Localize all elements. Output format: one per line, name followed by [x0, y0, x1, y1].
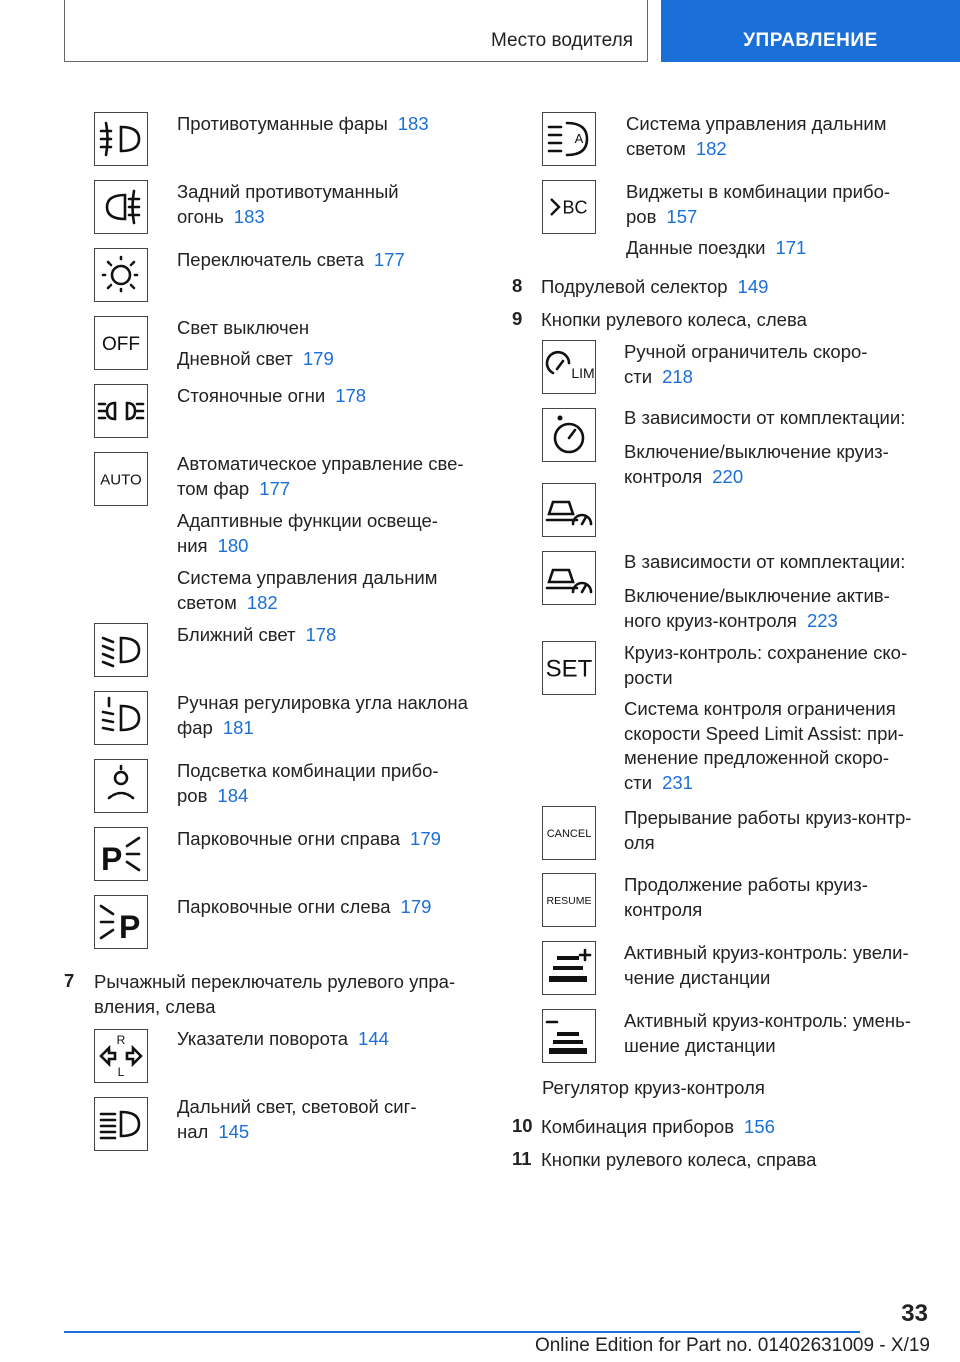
entry-line: Включение/выключение актив- [624, 585, 890, 606]
speed-limiter-icon-label: LIM [571, 365, 595, 381]
page-reference-link[interactable]: 184 [217, 784, 249, 806]
footer-rule [64, 1331, 860, 1333]
entry-line: Автоматическое управление све- [177, 453, 464, 474]
entry-line: Дневной свет [177, 348, 293, 369]
entry-text [624, 873, 929, 922]
parking-light-right-icon [94, 827, 148, 881]
entry-text [177, 248, 482, 273]
page-reference-link[interactable]: 178 [305, 624, 337, 645]
cancel-icon-label: CANCEL [546, 827, 592, 840]
auto-icon [94, 452, 148, 506]
entry-text [624, 806, 929, 855]
entry-line: ния [177, 534, 208, 556]
entry-text [541, 1115, 931, 1140]
parking-light-left-icon-glyph [95, 896, 147, 948]
entry-line: рости [624, 666, 673, 688]
auto-icon-label: AUTO [100, 471, 142, 489]
page-reference-link[interactable]: 183 [397, 113, 429, 134]
cruise-control-icon-glyph [543, 409, 595, 461]
entry-text [626, 112, 926, 161]
entry-line: Круиз-контроль: сохранение ско- [624, 642, 908, 663]
set-icon-label: SET [545, 655, 593, 683]
entry-line: сти [624, 365, 653, 387]
header-chapter: УПРАВЛЕНИЕ [743, 30, 878, 51]
low-beam-icon-glyph [95, 624, 147, 676]
adaptive-cruise-icon-a [542, 483, 596, 537]
adaptive-cruise-icon-a-glyph [543, 484, 595, 536]
entry-line: Комбинация приборов [541, 1116, 735, 1137]
low-beam-icon [94, 623, 148, 677]
entry-text [177, 180, 482, 229]
page-reference-link[interactable]: 181 [222, 716, 254, 738]
entry-line: Прерывание работы круиз-контр- [624, 807, 912, 828]
page-reference-link[interactable]: 171 [775, 237, 807, 258]
entry-text [624, 406, 929, 431]
entry-line: Ручная регулировка угла наклона [177, 692, 468, 713]
entry-text [626, 236, 926, 261]
entry-text [177, 759, 482, 808]
entry-line: менение предложенной скоро- [624, 747, 889, 768]
entry-line: Ближний свет [177, 624, 296, 645]
entry-line: светом [626, 137, 686, 159]
entry-text [541, 308, 931, 333]
cruise-control-icon [542, 408, 596, 462]
entry-line: сти [624, 771, 653, 793]
high-beam-assist-icon-glyph [543, 113, 595, 165]
entry-text [624, 584, 929, 633]
entry-line: Противотуманные фары [177, 113, 388, 134]
entry-line: ров [626, 205, 657, 227]
entry-line: Рычажный переключатель рулевого упра- [94, 971, 456, 992]
cancel-icon-glyph [543, 807, 595, 859]
distance-decrease-icon [542, 1009, 596, 1063]
parking-light-left-icon [94, 895, 148, 949]
entry-line: Активный круиз-контроль: увели- [624, 942, 909, 963]
entry-line: том фар [177, 477, 250, 499]
entry-line: Переключатель света [177, 249, 364, 270]
page-reference-link[interactable]: 179 [410, 828, 441, 849]
entry-text [177, 623, 482, 648]
off-icon [94, 316, 148, 370]
entry-text [624, 641, 929, 690]
set-icon-glyph [543, 642, 595, 694]
page-reference-link[interactable]: 223 [806, 609, 838, 631]
item-number: 10 [512, 1115, 533, 1136]
entry-line: Продолжение работы круиз- [624, 874, 868, 895]
entry-text [177, 452, 482, 501]
svg-text:P: P [119, 909, 141, 945]
entry-line: фар [177, 716, 213, 738]
page-reference-link[interactable]: 182 [246, 591, 278, 613]
entry-text [177, 112, 482, 137]
page-reference-link[interactable]: 156 [744, 1116, 775, 1137]
distance-decrease-icon-glyph [543, 1010, 595, 1062]
resume-icon-label: RESUME [546, 894, 592, 907]
entry-line: Указатели поворота [177, 1028, 349, 1049]
off-icon-label: OFF [102, 333, 140, 355]
entry-line: Система управления дальним [626, 113, 887, 134]
auto-icon-glyph [95, 453, 147, 505]
header-section: Место водителя [491, 30, 633, 51]
item-number: 7 [64, 970, 75, 991]
entry-text [177, 347, 482, 372]
entry-text [177, 1095, 482, 1144]
entry-line: Адаптивные функции освеще- [177, 510, 438, 531]
entry-text [626, 180, 926, 229]
high-beam-assist-icon [542, 112, 596, 166]
instrument-lighting-icon [94, 759, 148, 813]
entry-line: Подрулевой селектор [541, 276, 728, 297]
high-beam-icon [94, 1097, 148, 1151]
footer-edition: Online Edition for Part no. 01402631009 - X/19 [534, 1335, 930, 1356]
entry-line: Активный круиз-контроль: умень- [624, 1010, 911, 1031]
entry-text [542, 1076, 847, 1101]
front-fog-light-icon-glyph [95, 113, 147, 165]
entry-line: Подсветка комбинации прибо- [177, 760, 439, 781]
cancel-icon [542, 806, 596, 860]
page-reference-link[interactable]: 231 [662, 771, 693, 793]
page-reference-link[interactable]: 180 [217, 534, 249, 556]
entry-line: Стояночные огни [177, 385, 326, 406]
off-icon-glyph [95, 317, 147, 369]
parking-light-right-icon-glyph [95, 828, 147, 880]
high-beam-icon-glyph [95, 1098, 147, 1150]
page-reference-link[interactable]: 157 [666, 205, 698, 227]
entry-text [541, 1148, 931, 1173]
page-reference-link[interactable]: 149 [737, 276, 769, 297]
entry-line: светом [177, 591, 237, 613]
turn-signal-icon [94, 1029, 148, 1083]
entry-line: Кнопки рулевого колеса, справа [541, 1149, 817, 1170]
resume-icon [542, 873, 596, 927]
adaptive-cruise-icon-b-glyph [543, 552, 595, 604]
entry-line: оля [624, 831, 655, 853]
speed-limiter-icon [542, 340, 596, 394]
entry-line: шение дистанции [624, 1034, 776, 1056]
page-reference-link[interactable]: 178 [335, 385, 367, 406]
svg-text:L: L [117, 1065, 125, 1079]
entry-text [177, 509, 482, 558]
entry-line: Парковочные огни справа [177, 828, 401, 849]
entry-line: Данные поездки [626, 237, 766, 258]
entry-line: чение дистанции [624, 966, 771, 988]
entry-line: нал [177, 1120, 209, 1142]
entry-text [624, 550, 929, 575]
entry-line: Свет выключен [177, 317, 310, 338]
entry-line: Дальний свет, световой сиг- [177, 1096, 417, 1117]
entry-line: контроля [624, 898, 703, 920]
svg-text:A: A [574, 131, 584, 146]
page-number: 33 [901, 1300, 928, 1327]
page-reference-link[interactable]: 179 [302, 348, 334, 369]
front-fog-light-icon [94, 112, 148, 166]
entry-line: Система управления дальним [177, 567, 438, 588]
entry-text [94, 970, 479, 1019]
entry-line: вления, слева [94, 995, 216, 1017]
rear-fog-light-icon [94, 180, 148, 234]
entry-line: Кнопки рулевого колеса, слева [541, 309, 807, 330]
entry-line: В зависимости от комплектации: [624, 407, 906, 428]
page-reference-link[interactable]: 177 [373, 249, 405, 270]
entry-text [624, 941, 929, 990]
resume-icon-glyph [543, 874, 595, 926]
headlight-range-icon-glyph [95, 692, 147, 744]
svg-text:P: P [101, 841, 123, 877]
headlight-range-icon [94, 691, 148, 745]
entry-line: Парковочные огни слева [177, 896, 391, 917]
set-icon [542, 641, 596, 695]
turn-signal-icon-glyph [95, 1030, 147, 1082]
header-section-box [64, 0, 648, 62]
page-reference-link[interactable]: 220 [712, 465, 744, 487]
parking-lights-icon-glyph [95, 385, 147, 437]
entry-text [624, 440, 929, 489]
entry-line: Включение/выключение круиз- [624, 441, 889, 462]
entry-text [624, 697, 929, 795]
entry-line: ров [177, 784, 208, 806]
entry-line: Виджеты в комбинации прибо- [626, 181, 891, 202]
distance-increase-icon-glyph [543, 942, 595, 994]
entry-line: огонь [177, 205, 224, 227]
bc-icon-label: BC [562, 197, 588, 218]
entry-line: скорости Speed Limit Assist: при- [624, 722, 904, 744]
entry-line: Система контроля ограничения [624, 698, 896, 719]
entry-text [177, 566, 482, 615]
bc-icon [542, 180, 596, 234]
rear-fog-light-icon-glyph [95, 181, 147, 233]
entry-line: Задний противотуманный [177, 181, 399, 202]
instrument-lighting-icon-glyph [95, 760, 147, 812]
entry-line: контроля [624, 465, 703, 487]
entry-text [177, 384, 482, 409]
item-number: 8 [512, 275, 523, 296]
page-reference-link[interactable]: 145 [218, 1120, 250, 1142]
entry-text [177, 691, 482, 740]
entry-text [541, 275, 931, 300]
page-reference-link[interactable]: 179 [400, 896, 432, 917]
entry-text [624, 1009, 929, 1058]
light-switch-icon-glyph [95, 249, 147, 301]
entry-text [177, 827, 482, 852]
parking-lights-icon [94, 384, 148, 438]
bc-icon-glyph [543, 181, 595, 233]
item-number: 11 [512, 1148, 532, 1169]
light-switch-icon [94, 248, 148, 302]
entry-text [177, 1027, 482, 1052]
page-reference-link[interactable]: 183 [233, 205, 265, 227]
page-reference-link[interactable]: 182 [695, 137, 727, 159]
header-chapter-box [661, 0, 960, 62]
entry-line: Ручной ограничитель скоро- [624, 341, 868, 362]
entry-text [624, 340, 929, 389]
entry-text [177, 316, 482, 341]
page-reference-link[interactable]: 218 [662, 365, 693, 387]
page-reference-link[interactable]: 177 [259, 477, 291, 499]
svg-text:R: R [116, 1033, 126, 1047]
entry-line: В зависимости от комплектации: [624, 551, 906, 572]
entry-text [177, 895, 482, 920]
distance-increase-icon [542, 941, 596, 995]
speed-limiter-icon-glyph [543, 341, 595, 393]
entry-line: ного круиз-контроля [624, 609, 797, 631]
page-reference-link[interactable]: 144 [358, 1028, 389, 1049]
adaptive-cruise-icon-b [542, 551, 596, 605]
item-number: 9 [512, 308, 523, 329]
entry-line: Регулятор круиз-контроля [542, 1077, 765, 1098]
